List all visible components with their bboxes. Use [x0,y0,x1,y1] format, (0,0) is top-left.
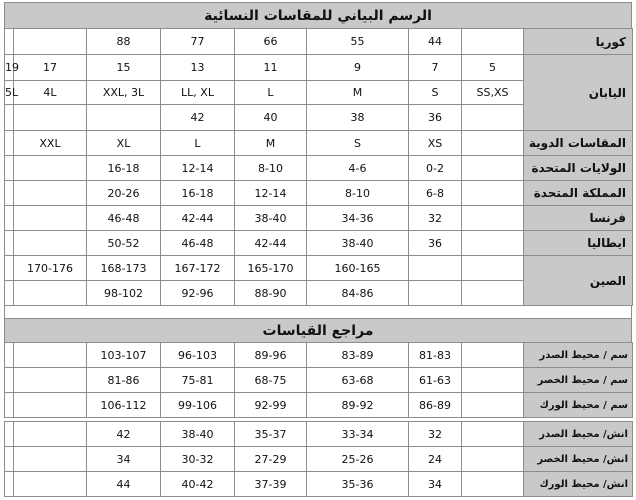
table-cell: 103-107 [87,343,161,368]
table-cell: 32 [409,422,462,447]
table-cell: 165-170 [235,256,307,281]
table-cell: XXL, 3L [87,81,161,105]
table-cell: 5L [5,81,14,105]
table-cell: 30-32 [161,447,235,472]
table-cell: 16-18 [161,181,235,206]
table-cell: 12-14 [161,156,235,181]
table-cell: 92-96 [161,281,235,306]
row-italy [5,231,633,256]
table-cell [409,281,462,306]
table-cell: 36 [409,105,462,131]
table-cell: 27-29 [235,447,307,472]
table-cell: M [307,81,409,105]
table-cell: 77 [161,29,235,55]
table-cell [5,422,14,447]
table-cell: 99-106 [161,393,235,418]
size-conversion-table [4,28,633,306]
table-cell: 13 [161,55,235,81]
table-cell [462,447,524,472]
table-cell [462,393,524,418]
row-label: المملكة المتحدة [524,181,633,206]
chart-title: الرسم البياني للمقاسات النسائية [4,2,632,29]
spacer [4,306,632,318]
table-cell [462,131,524,156]
table-cell: 106-112 [87,393,161,418]
table-cell: 168-173 [87,256,161,281]
table-cell: 92-99 [235,393,307,418]
row-label: انش/ محيط الصدر [524,422,633,447]
table-cell [462,422,524,447]
cm-measurements-table [4,342,633,418]
size-chart [4,2,632,496]
table-cell: 4L [14,81,87,105]
table-cell [87,105,161,131]
section-title: مراجع القياسات [4,318,632,343]
table-cell: 75-81 [161,368,235,393]
table-cell [5,181,14,206]
row-korea [5,29,633,55]
table-cell: 96-103 [161,343,235,368]
table-cell: 170-176 [14,256,87,281]
table-cell: 44 [409,29,462,55]
table-cell: 8-10 [235,156,307,181]
table-cell [5,131,14,156]
row-label: فرنسا [524,206,633,231]
table-cell [462,256,524,281]
table-cell: M [235,131,307,156]
table-cell: 34 [87,447,161,472]
table-cell: 34 [409,472,462,497]
row-inch-2 [5,472,633,497]
table-cell [462,206,524,231]
table-cell [5,343,14,368]
table-cell: 42 [161,105,235,131]
table-cell: 42 [87,422,161,447]
table-cell: 55 [307,29,409,55]
table-cell: XL [87,131,161,156]
row-france [5,206,633,231]
table-cell [5,206,14,231]
table-cell: 4-6 [307,156,409,181]
table-cell [14,231,87,256]
table-cell: 40 [235,105,307,131]
table-cell [462,281,524,306]
table-cell: 42-44 [161,206,235,231]
table-cell: 15 [87,55,161,81]
table-cell [5,256,14,281]
table-cell: 167-172 [161,256,235,281]
row-label: سم / محيط الصدر [524,343,633,368]
table-cell: 66 [235,29,307,55]
row-label: اليابان [524,55,633,131]
row-usa [5,156,633,181]
table-cell: 89-92 [307,393,409,418]
table-cell [462,343,524,368]
table-cell [462,472,524,497]
table-cell [462,181,524,206]
table-cell [5,368,14,393]
table-cell: 46-48 [161,231,235,256]
table-cell: 86-89 [409,393,462,418]
row-cm-0 [5,343,633,368]
row-label: المقاسات الدوية [524,131,633,156]
table-cell: 38 [307,105,409,131]
row-japan-1 [5,55,633,81]
table-cell: 5 [462,55,524,81]
row-label: ايطاليا [524,231,633,256]
table-cell: 11 [235,55,307,81]
table-cell: L [235,81,307,105]
row-label: انش/ محيط الورك [524,472,633,497]
table-cell: 24 [409,447,462,472]
table-cell: 98-102 [87,281,161,306]
table-cell: 42-44 [235,231,307,256]
table-cell [5,29,14,55]
table-cell [5,281,14,306]
row-cm-1 [5,368,633,393]
row-label: كوريا [524,29,633,55]
table-cell: 84-86 [307,281,409,306]
table-cell: 12-14 [235,181,307,206]
table-cell [462,368,524,393]
row-china-1 [5,256,633,281]
table-cell: 7 [409,55,462,81]
table-cell: 83-89 [307,343,409,368]
table-cell: XXL [14,131,87,156]
table-cell [14,393,87,418]
table-cell: SS,XS [462,81,524,105]
table-cell: 35-37 [235,422,307,447]
table-cell [14,472,87,497]
table-cell: 61-63 [409,368,462,393]
table-cell [14,181,87,206]
table-cell: LL, XL [161,81,235,105]
inch-measurements-table [4,421,633,497]
table-cell [14,29,87,55]
table-cell: 36 [409,231,462,256]
table-cell [5,156,14,181]
table-cell: 63-68 [307,368,409,393]
row-label: الصين [524,256,633,306]
table-cell [5,447,14,472]
table-cell: 81-83 [409,343,462,368]
row-international [5,131,633,156]
table-cell: 8-10 [307,181,409,206]
table-cell [5,231,14,256]
table-cell: 68-75 [235,368,307,393]
table-cell [14,422,87,447]
table-cell: 9 [307,55,409,81]
table-cell [5,393,14,418]
row-cm-2 [5,393,633,418]
table-cell [5,105,14,131]
table-cell [14,105,87,131]
table-cell: 32 [409,206,462,231]
table-cell: 46-48 [87,206,161,231]
table-cell: 37-39 [235,472,307,497]
table-cell: 38-40 [235,206,307,231]
row-uk [5,181,633,206]
table-cell: 35-36 [307,472,409,497]
table-cell: 6-8 [409,181,462,206]
table-cell [462,156,524,181]
table-cell [462,105,524,131]
table-cell: L [161,131,235,156]
row-label: الولايات المتحدة [524,156,633,181]
table-cell [14,281,87,306]
table-cell: S [409,81,462,105]
table-cell: 88-90 [235,281,307,306]
row-inch-0 [5,422,633,447]
table-cell: 19 [5,55,14,81]
table-cell: 38-40 [161,422,235,447]
table-cell: 20-26 [87,181,161,206]
table-cell: 33-34 [307,422,409,447]
table-cell: 44 [87,472,161,497]
row-label: سم / محيط الورك [524,393,633,418]
table-cell [14,368,87,393]
table-cell: 16-18 [87,156,161,181]
table-cell [409,256,462,281]
table-cell: 0-2 [409,156,462,181]
table-cell: S [307,131,409,156]
table-cell: 88 [87,29,161,55]
table-cell: XS [409,131,462,156]
table-cell: 50-52 [87,231,161,256]
table-cell [14,156,87,181]
table-cell [462,29,524,55]
table-cell: 89-96 [235,343,307,368]
table-cell: 34-36 [307,206,409,231]
table-cell: 17 [14,55,87,81]
table-cell [462,231,524,256]
table-cell [14,343,87,368]
table-cell [14,206,87,231]
row-inch-1 [5,447,633,472]
row-label: سم / محيط الخصر [524,368,633,393]
table-cell: 25-26 [307,447,409,472]
table-cell [5,472,14,497]
row-label: انش/ محيط الخصر [524,447,633,472]
table-cell [14,447,87,472]
table-cell: 81-86 [87,368,161,393]
table-cell: 38-40 [307,231,409,256]
table-cell: 160-165 [307,256,409,281]
table-cell: 40-42 [161,472,235,497]
